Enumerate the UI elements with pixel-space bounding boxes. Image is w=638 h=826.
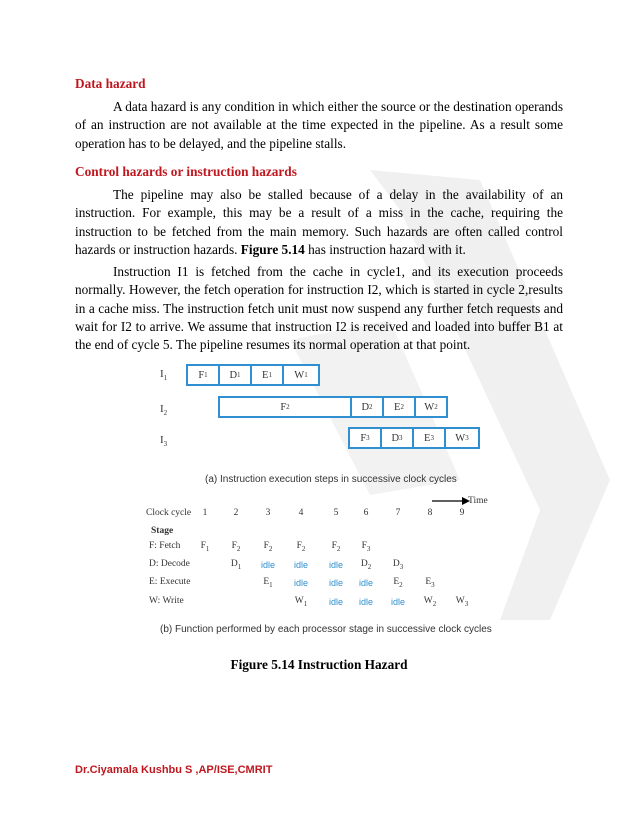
stage-entry: $E_3$ [425, 577, 435, 589]
time-label: Time [468, 496, 488, 506]
paragraph-instruction-fetch: Instruction I1 is fetched from the cache in cycle1, and its execution proceeds normally. However, the fetch operation for instruction I2, which is started in cycle 2,results in a cache miss. The instruction fetch unit must now suspend any further fetch requests and wait for I2 to arrive. We assume that instruction I2 is received and loaded into buffer B1 at the end of cycle 5. The pipeline resumes its normal operation at that point. [75, 264, 563, 353]
idle-entry: idle [260, 560, 276, 570]
cycle-number: 2 [233, 508, 239, 518]
clock-cycle-label: Clock cycle [146, 508, 192, 518]
stage-cell: F 1 [188, 366, 220, 384]
stage-cell: E 1 [252, 366, 284, 384]
section-heading-control-hazard: Control hazards or instruction hazards [75, 164, 297, 179]
stage-entry: $F_2$ [263, 541, 273, 553]
stage-entry: $W_3$ [455, 596, 469, 608]
idle-entry: idle [293, 578, 309, 588]
paragraph-text: The pipeline may also be stalled because of a delay in the availability of an instruction. For example, this may be a result of a miss in the cache, requiring the instruction to be fetched from the main memory. Such hazards are often called control hazards or instruction hazards. [75, 187, 563, 257]
paragraph-data-hazard: A data hazard is any condition in which either the source or the destination operands of an instruction are not available at the time expected in the pipeline. As a result some operation has to be delayed, and the pipeline stalls. [75, 99, 563, 151]
idle-entry: idle [328, 578, 344, 588]
stage-cell: W 3 [455, 432, 469, 444]
figure-caption-a: (a) Instruction execution steps in successive clock cycles [205, 474, 457, 485]
cycle-number: 4 [298, 508, 304, 518]
stage-entry: $E_2$ [393, 577, 403, 589]
stage-cell: E 3 [414, 429, 446, 447]
cycle-number: 5 [333, 508, 339, 518]
pipeline-row-i1 [186, 364, 320, 386]
stage-label-execute: E: Execute [149, 577, 191, 587]
row-label-i3: $I_3$ [160, 434, 168, 449]
page-footer-author: Dr.Ciyamala Kushbu S ,AP/ISE,CMRIT [75, 764, 273, 776]
stage-cell: D 1 [220, 366, 252, 384]
cycle-number: 7 [395, 508, 401, 518]
stage-cell: F 2 [220, 398, 352, 416]
cycle-number: 9 [459, 508, 465, 518]
cycle-number: 3 [265, 508, 271, 518]
paragraph-text: has instruction hazard with it. [304, 241, 466, 257]
cycle-number: 1 [202, 508, 208, 518]
idle-entry: idle [328, 597, 344, 607]
stage-cell: W 2 [424, 401, 438, 413]
stage-header: Stage [151, 526, 174, 536]
figure-reference: Figure 5.14 [240, 241, 305, 257]
idle-entry: idle [390, 597, 406, 607]
stage-cell: D 2 [352, 398, 384, 416]
figure-caption-b: (b) Function performed by each processor stage in successive clock cycles [160, 624, 492, 635]
cycle-number: 8 [427, 508, 433, 518]
stage-entry: $D_3$ [392, 559, 404, 571]
stage-entry: $F_3$ [361, 541, 371, 553]
paragraph-control-hazard [75, 186, 563, 259]
stage-entry: $F_1$ [200, 541, 210, 553]
stage-entry: $D_1$ [230, 559, 242, 571]
stage-entry: $E_1$ [263, 577, 273, 589]
stage-cell: F 3 [350, 429, 382, 447]
stage-label-decode: D: Decode [149, 559, 190, 569]
idle-entry: idle [293, 560, 309, 570]
stage-entry: $F_2$ [331, 541, 341, 553]
pipeline-row-i2 [218, 396, 448, 418]
stage-entry: $F_2$ [231, 541, 241, 553]
cycle-number: 6 [363, 508, 369, 518]
idle-entry: idle [358, 597, 374, 607]
stage-entry: $W_2$ [423, 596, 437, 608]
row-label-i1: $I_1$ [160, 368, 168, 383]
stage-cell: W 1 [294, 369, 308, 381]
stage-label-fetch: F: Fetch [149, 541, 181, 551]
stage-cell: E 2 [384, 398, 416, 416]
stage-entry: $W_1$ [294, 596, 308, 608]
row-label-i2: $I_2$ [160, 403, 168, 418]
figure-title: Figure 5.14 Instruction Hazard [230, 657, 408, 672]
section-heading-data-hazard: Data hazard [75, 76, 146, 91]
time-arrow-icon [432, 496, 470, 506]
stage-entry: $F_2$ [296, 541, 306, 553]
stage-label-write: W: Write [149, 596, 184, 606]
stage-cell: D 3 [382, 429, 414, 447]
idle-entry: idle [358, 578, 374, 588]
idle-entry: idle [328, 560, 344, 570]
stage-entry: $D_2$ [360, 559, 372, 571]
pipeline-row-i3 [348, 427, 480, 449]
